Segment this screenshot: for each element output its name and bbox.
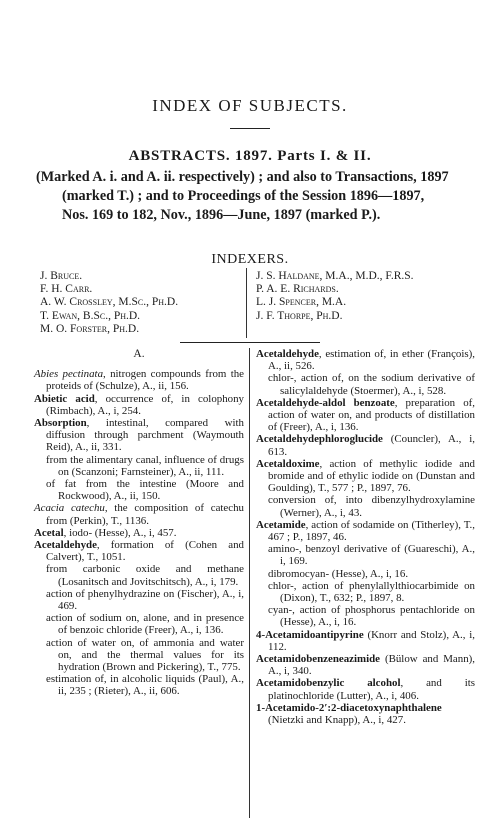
index-entry	[256, 677, 475, 701]
index-headword: Acetaldoxime	[256, 457, 320, 470]
indexer-name: J. S. Haldane, M.A., M.D., F.R.S.	[256, 270, 414, 282]
index-subentry: estimation of, in alcoholic liquids (Paul), A., ii, 235 ; (Rieter), A., ii, 606.	[46, 673, 244, 698]
index-headword: Acetamide	[256, 518, 306, 531]
index-entry-text: , occurrence of, in colophony (Rimbach), A., i, 254.	[46, 392, 244, 417]
index-entry-text: , iodo- (Hesse), A., i, 457.	[63, 526, 177, 539]
index-headword: Acacia catechu	[34, 502, 105, 515]
index-entry	[256, 653, 475, 677]
index-subentry: chlor-, action of phenylallylthiocarbimide on (Dixon), T., 632; P., 1897, 8.	[268, 579, 475, 605]
index-headword: Acetaldehydephloroglucide	[256, 433, 383, 446]
index-headword: Acetaldehyde	[256, 348, 319, 360]
index-headword: Acetamidobenzylic alcohol	[256, 677, 401, 690]
index-entry-text: , nitrogen compounds from the proteids of (Schulze), A., ii, 156.	[46, 368, 244, 393]
index-entry	[256, 397, 475, 434]
index-entry-text: , intestinal, compared with diffusion through parchment (Waymouth Reid), A., ii, 331.	[46, 417, 244, 454]
index-entry	[256, 458, 475, 495]
description-line: (Marked A. i. and A. ii. respectively) ; and also to Transactions, 1897	[36, 169, 449, 185]
index-entry	[256, 519, 475, 543]
index-subentry: action of water on, of ammonia and water on, and the thermal values for its hydration (Brown and Pickering), T., 775.	[46, 636, 244, 674]
description	[36, 168, 476, 225]
indexers-heading: INDEXERS.	[211, 252, 289, 267]
description-line: Nos. 169 to 182, Nov., 1896—June, 1897 (marked P.).	[62, 207, 381, 223]
indexer-name: A. W. Crossley, M.Sc., Ph.D.	[40, 296, 179, 309]
index-entry	[256, 629, 475, 653]
index-entry-text: , estimation of, in ether (François), A., ii, 526.	[268, 348, 475, 373]
index-subentry: of fat from the intestine (Moore and Rockwood), A., ii, 150.	[46, 478, 244, 503]
indexer-name: J. F. Thorpe, Ph.D.	[256, 309, 343, 322]
index-headword: Abietic acid	[34, 392, 95, 405]
index-entry-text: , the composition of catechu from (Perkin), T., 1136.	[46, 502, 244, 527]
index-headword: 1-Acetamido-2′:2-diacetoxynaphthalene	[256, 701, 442, 714]
indexers-left	[40, 270, 178, 336]
indexers-right	[256, 270, 414, 323]
title-rule	[230, 128, 270, 129]
index-entry	[34, 417, 244, 454]
index-column-left	[34, 348, 244, 698]
index-entry	[34, 368, 244, 392]
index-subentry: action of phenylhydrazine on (Fischer), A., i, 469.	[46, 587, 244, 613]
indexer-name: J. Bruce.	[40, 270, 83, 282]
description-line: (marked T.) ; and to Proceedings of the Session 1896—1897,	[62, 188, 425, 204]
index-entry-text: (Knorr and Stolz), A., i, 112.	[268, 628, 475, 653]
index-entry-text: , action of methylic iodide and bromide and of ethylic iodide on (Dunstan and Goulding), T., 577 ; P., 1897, 76.	[268, 457, 475, 495]
indexer-name: P. A. E. Richards.	[256, 283, 339, 296]
index-entry-text: , and its platinochloride (Lutter), A., i, 406.	[268, 677, 475, 702]
indexer-name: F. H. Carr.	[40, 283, 93, 296]
subtitle: ABSTRACTS. 1897. Parts I. & II.	[128, 148, 372, 164]
index-entry	[256, 433, 475, 457]
index-headword: 4-Acetamidoantipyrine	[256, 628, 364, 641]
index-column-right	[256, 348, 475, 726]
index-entry	[256, 702, 475, 726]
index-subentry: chlor-, action of, on the sodium derivative of salicylaldehyde (Stoermer), A., i, 528.	[268, 372, 475, 397]
index-entry-text: (Councler), A., i, 613.	[268, 433, 475, 458]
index-headword: Acetal	[34, 526, 64, 539]
index-entry	[34, 539, 244, 563]
section-rule	[180, 342, 320, 343]
index-entry	[34, 502, 244, 526]
indexers-divider	[246, 268, 247, 338]
index-entry	[256, 348, 475, 372]
index-headword: Acetamidobenzeneazimide	[256, 653, 381, 666]
index-headword: Absorption	[34, 417, 87, 430]
page-title: INDEX OF SUBJECTS.	[152, 96, 348, 115]
letter-heading: A.	[133, 348, 145, 360]
index-entry-text: (Nietzki and Knapp), A., i, 427.	[268, 714, 406, 727]
index-subentry: conversion of, into dibenzylhydroxylamine (Werner), A., i, 43.	[268, 494, 475, 519]
index-subentry: action of sodium on, alone, and in presence of benzoic chloride (Freer), A., i, 136.	[46, 612, 244, 637]
index-subentry: cyan-, action of phosphorus pentachloride on (Hesse), A., i, 16.	[268, 604, 475, 629]
indexer-name: L. J. Spencer, M.A.	[256, 296, 347, 309]
index-subentry: amino-, benzoyl derivative of (Guareschi), A., i, 169.	[268, 543, 475, 568]
index-entry-text: , action of sodamide on (Titherley), T., 467 ; P., 1897, 46.	[268, 518, 475, 544]
index-entry	[34, 393, 244, 417]
index-entry-text: (Bülow and Mann), A., i, 340.	[268, 653, 475, 678]
index-subentry: from carbonic oxide and methane (Losanitsch and Jovitschitsch), A., i, 179.	[46, 563, 244, 588]
index-headword: Acetaldehyde-aldol benzoate	[256, 396, 395, 409]
index-entry	[34, 527, 244, 539]
index-subentry: dibromocyan- (Hesse), A., i, 16.	[268, 567, 409, 580]
indexer-name: M. O. Forster, Ph.D.	[40, 322, 140, 335]
column-divider	[249, 348, 250, 818]
index-entry-text: , formation of (Cohen and Calvert), T., 1051.	[46, 539, 244, 564]
index-entry-text: , preparation of, action of water on, and products of distillation of (Freer), A., i, 136.	[268, 396, 475, 434]
index-headword: Acetaldehyde	[34, 539, 97, 552]
index-headword: Abies pectinata	[34, 368, 104, 381]
index-subentry: from the alimentary canal, influence of drugs on (Scanzoni; Farnsteiner), A., ii, 111.	[46, 453, 244, 478]
indexer-name: T. Ewan, B.Sc., Ph.D.	[40, 309, 141, 322]
